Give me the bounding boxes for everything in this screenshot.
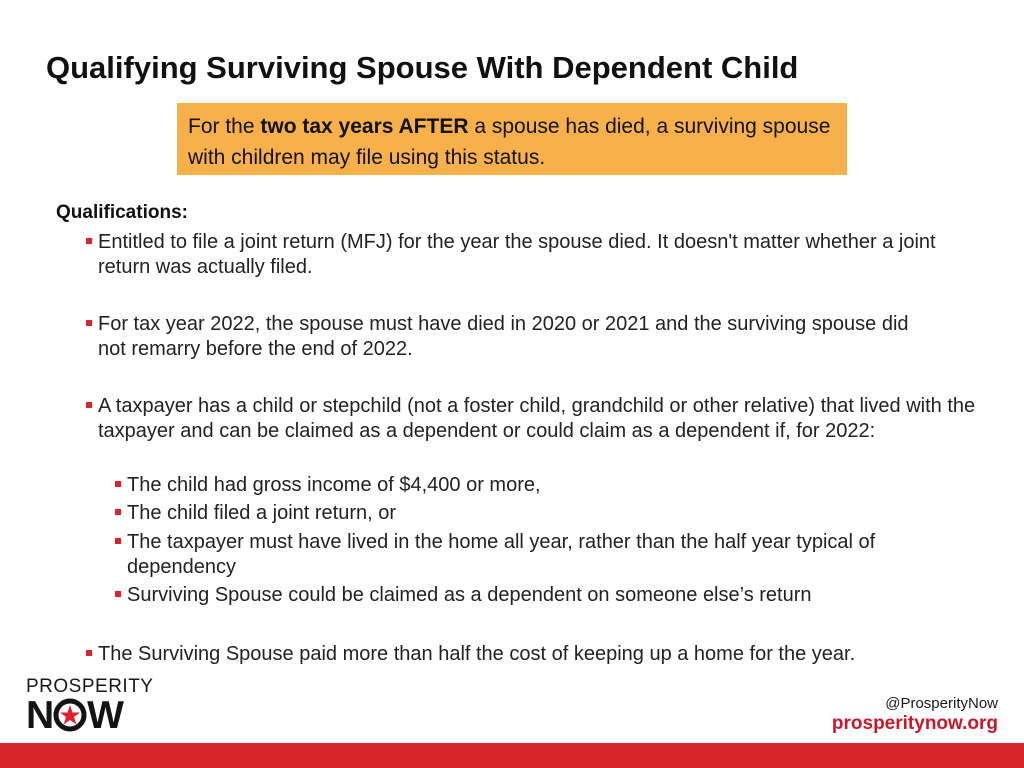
callout-box (177, 103, 847, 175)
bullet-item: For tax year 2022, the spouse must have died in 2020 or 2021 and the surviving spouse did not remarry before the end of 2022. (98, 312, 938, 361)
website-url: prosperitynow.org (831, 713, 998, 734)
bullet-item: A taxpayer has a child or stepchild (not a foster child, grandchild or other relative) that lived with the taxpayer and can be claimed as a dependent or could claim as a dependent if, for 2022: (98, 394, 978, 443)
sub-bullet-item: The child filed a joint return, or (127, 501, 967, 526)
social-handle: @ProsperityNow (885, 695, 998, 712)
logo-wordmark-now (26, 696, 123, 736)
sub-bullet-item: Surviving Spouse could be claimed as a dependent on someone else’s return (127, 583, 967, 608)
logo-letter-w: W (87, 694, 123, 737)
logo-letter-n: N (26, 694, 54, 737)
star-burst-icon (53, 698, 87, 732)
bullet-item: Entitled to file a joint return (MFJ) for the year the spouse died. It doesn't matter whether a joint return was actually filed. (98, 230, 938, 279)
callout-suffix: a spouse has died, a surviving spouse with children may file using this status. (188, 115, 831, 169)
bullet-item: The Surviving Spouse paid more than half the cost of keeping up a home for the year. (98, 642, 998, 667)
callout-prefix: For the (188, 115, 261, 138)
callout-emphasis: two tax years AFTER (260, 115, 469, 138)
logo-wordmark-top: PROSPERITY (26, 676, 154, 697)
slide-title: Qualifying Surviving Spouse With Dependent Child (46, 50, 799, 85)
bottom-accent-bar (0, 743, 1024, 768)
qualifications-heading: Qualifications: (56, 202, 188, 223)
sub-bullet-item: The taxpayer must have lived in the home all year, rather than the half year typical of dependency (127, 530, 967, 579)
prosperity-now-logo (26, 676, 154, 737)
sub-bullet-item: The child had gross income of $4,400 or more, (127, 473, 967, 498)
